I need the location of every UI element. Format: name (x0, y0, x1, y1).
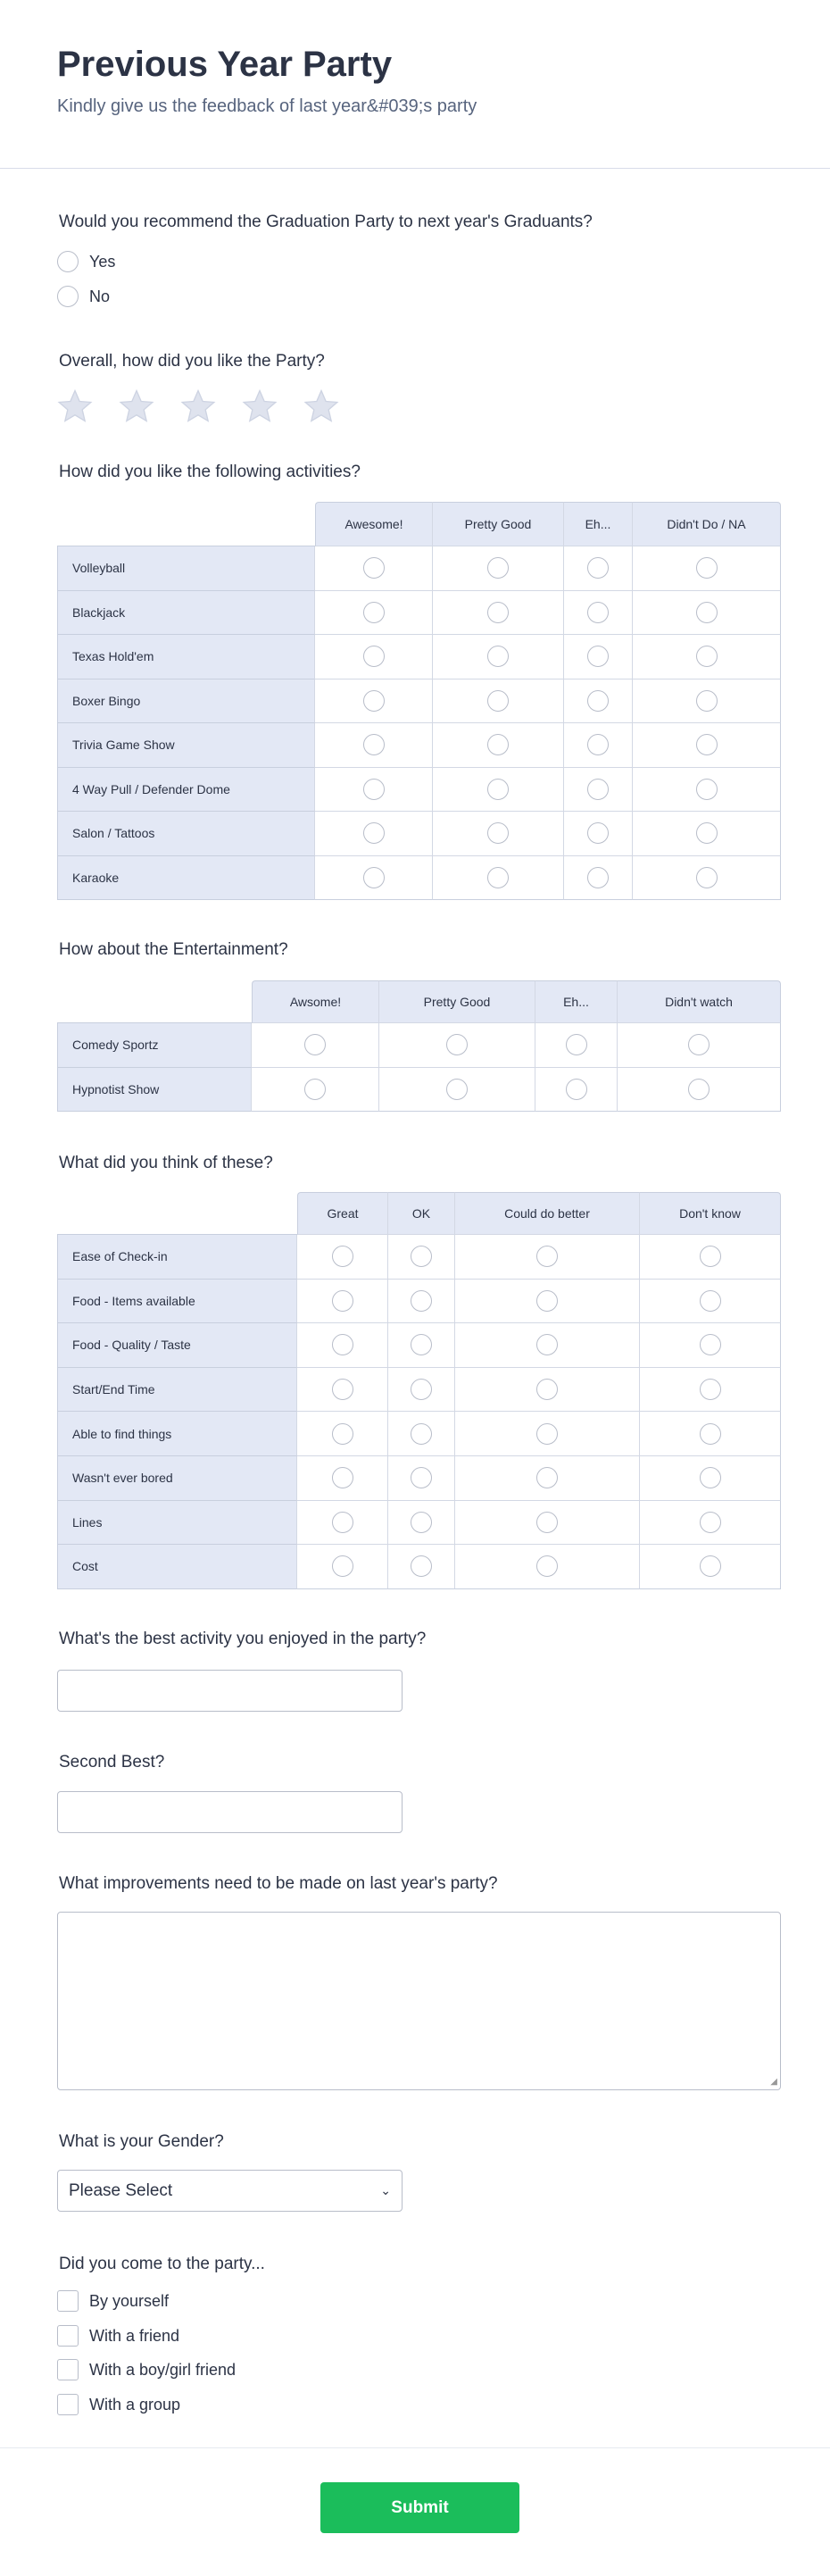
matrix-cell (640, 1456, 781, 1501)
option-label: By yourself (89, 2291, 170, 2310)
matrix-cell (564, 768, 633, 813)
matrix-cell (433, 723, 564, 768)
matrix-radio-button[interactable] (587, 646, 609, 667)
question-recommend-label: Would you recommend the Graduation Party to next year's Graduants? (59, 213, 593, 231)
matrix-row (57, 546, 781, 591)
option-label: Yes (89, 252, 116, 271)
matrix-radio-button[interactable] (411, 1334, 432, 1355)
matrix-column-header: Awsome! (252, 980, 379, 1023)
matrix-column-header: Great (297, 1192, 388, 1235)
matrix-cell (433, 635, 564, 679)
matrix-cell (564, 591, 633, 636)
matrix-radio-button[interactable] (587, 602, 609, 623)
matrix-radio-button[interactable] (700, 1246, 721, 1267)
checkbox-with-boy-girl-friend[interactable] (57, 2359, 236, 2380)
matrix-cell (433, 812, 564, 856)
matrix-cell (640, 1368, 781, 1413)
header-divider (0, 168, 830, 169)
matrix-cell (379, 1023, 535, 1068)
matrix-row-label: Boxer Bingo (57, 679, 315, 724)
matrix-cell (455, 1456, 640, 1501)
matrix-cell (640, 1501, 781, 1546)
matrix-cell (297, 1280, 388, 1324)
matrix-row (57, 812, 781, 856)
matrix-radio-button[interactable] (332, 1423, 353, 1445)
matrix-cell (433, 768, 564, 813)
matrix-column-header: Didn't watch (618, 980, 781, 1023)
matrix-cell (564, 812, 633, 856)
matrix-column-header: Awesome! (315, 502, 433, 546)
matrix-row-label: Able to find things (57, 1412, 297, 1456)
matrix-cell (618, 1023, 781, 1068)
matrix-cell (297, 1412, 388, 1456)
matrix-radio-button[interactable] (696, 646, 718, 667)
matrix-cell (633, 679, 781, 724)
matrix-cell (633, 723, 781, 768)
gender-select-value: Please Select (69, 2180, 173, 2200)
matrix-row-label: 4 Way Pull / Defender Dome (57, 768, 315, 813)
star-icon[interactable] (119, 388, 154, 424)
matrix-radio-button[interactable] (363, 602, 385, 623)
question-best-activity-label: What's the best activity you enjoyed in the party? (59, 1630, 427, 1648)
matrix-radio-button[interactable] (700, 1290, 721, 1312)
matrix-cell (315, 723, 433, 768)
matrix-cell (455, 1545, 640, 1589)
checkbox[interactable] (57, 2290, 79, 2312)
matrix-cell (315, 812, 433, 856)
matrix-radio-button[interactable] (363, 690, 385, 712)
matrix-cell (297, 1501, 388, 1546)
matrix-row (57, 1501, 781, 1546)
matrix-radio-button[interactable] (700, 1334, 721, 1355)
matrix-cell (315, 591, 433, 636)
matrix-radio-button[interactable] (487, 779, 509, 800)
matrix-radio-button[interactable] (700, 1467, 721, 1488)
matrix-cell (640, 1545, 781, 1589)
form-subtitle: Kindly give us the feedback of last year&#039;s party (57, 96, 477, 116)
star-rating[interactable] (57, 388, 339, 424)
matrix-cell (640, 1323, 781, 1368)
matrix-radio-button[interactable] (536, 1290, 558, 1312)
resize-handle-icon[interactable]: ◢ (770, 2077, 777, 2087)
option-label: With a boy/girl friend (89, 2360, 237, 2379)
matrix-cell (564, 679, 633, 724)
star-icon[interactable] (303, 388, 339, 424)
matrix-cell (640, 1235, 781, 1280)
matrix-cell (388, 1368, 455, 1413)
matrix-radio-button[interactable] (700, 1379, 721, 1400)
matrix-cell (433, 546, 564, 591)
matrix-radio-button[interactable] (700, 1423, 721, 1445)
matrix-radio-button[interactable] (587, 867, 609, 888)
matrix-cell (455, 1368, 640, 1413)
matrix-radio-button[interactable] (536, 1334, 558, 1355)
matrix-cell (633, 856, 781, 901)
matrix-row (57, 856, 781, 901)
matrix-cell (455, 1280, 640, 1324)
matrix-radio-button[interactable] (411, 1379, 432, 1400)
matrix-row-label: Volleyball (57, 546, 315, 591)
matrix-radio-button[interactable] (536, 1467, 558, 1488)
matrix-row (57, 1545, 781, 1589)
checkbox[interactable] (57, 2394, 79, 2415)
matrix-radio-button[interactable] (446, 1079, 468, 1100)
matrix-cell (297, 1545, 388, 1589)
matrix-cell (433, 856, 564, 901)
matrix-cell (297, 1323, 388, 1368)
matrix-row (57, 768, 781, 813)
matrix-cell (433, 679, 564, 724)
matrix-radio-button[interactable] (696, 734, 718, 755)
matrix-cell (455, 1412, 640, 1456)
matrix-radio-button[interactable] (536, 1555, 558, 1577)
matrix-radio-button[interactable] (304, 1079, 326, 1100)
matrix-row-label: Start/End Time (57, 1368, 297, 1413)
entertainment-matrix (57, 980, 781, 1112)
matrix-cell (315, 546, 433, 591)
matrix-corner (57, 1192, 297, 1235)
matrix-radio-button[interactable] (487, 867, 509, 888)
matrix-row (57, 1368, 781, 1413)
matrix-radio-button[interactable] (587, 822, 609, 844)
matrix-cell (315, 856, 433, 901)
matrix-cell (252, 1023, 379, 1068)
matrix-row (57, 679, 781, 724)
matrix-radio-button[interactable] (411, 1467, 432, 1488)
matrix-cell (455, 1235, 640, 1280)
matrix-cell (388, 1323, 455, 1368)
radio-option-no[interactable] (57, 286, 110, 307)
matrix-cell (315, 679, 433, 724)
submit-button[interactable]: Submit (320, 2482, 519, 2533)
matrix-cell (633, 546, 781, 591)
these-matrix (57, 1192, 781, 1589)
matrix-cell (455, 1323, 640, 1368)
matrix-column-header: Could do better (455, 1192, 640, 1235)
best-activity-input[interactable] (57, 1670, 403, 1712)
matrix-row-label: Cost (57, 1545, 297, 1589)
option-label: With a group (89, 2395, 181, 2413)
question-rating-label: Overall, how did you like the Party? (59, 352, 325, 371)
matrix-cell (633, 768, 781, 813)
question-these-label: What did you think of these? (59, 1154, 273, 1172)
matrix-row-label: Ease of Check-in (57, 1235, 297, 1280)
matrix-row-label: Trivia Game Show (57, 723, 315, 768)
chevron-down-icon: ⌄ (380, 2183, 391, 2197)
matrix-radio-button[interactable] (688, 1079, 710, 1100)
matrix-radio-button[interactable] (487, 822, 509, 844)
activities-matrix (57, 502, 781, 900)
question-second-best-label: Second Best? (59, 1753, 165, 1772)
matrix-radio-button[interactable] (332, 1555, 353, 1577)
matrix-cell (535, 1023, 618, 1068)
matrix-row-label: Blackjack (57, 591, 315, 636)
radio-button[interactable] (57, 286, 79, 307)
matrix-radio-button[interactable] (304, 1034, 326, 1055)
question-improvements-label: What improvements need to be made on last year's party? (59, 1874, 498, 1893)
matrix-column-header: Didn't Do / NA (633, 502, 781, 546)
matrix-radio-button[interactable] (536, 1379, 558, 1400)
matrix-corner (57, 502, 315, 546)
matrix-radio-button[interactable] (536, 1423, 558, 1445)
matrix-radio-button[interactable] (411, 1290, 432, 1312)
matrix-radio-button[interactable] (332, 1246, 353, 1267)
matrix-radio-button[interactable] (487, 602, 509, 623)
matrix-radio-button[interactable] (363, 822, 385, 844)
footer-divider (0, 2447, 830, 2448)
second-best-input[interactable] (57, 1791, 403, 1833)
matrix-radio-button[interactable] (411, 1246, 432, 1267)
matrix-column-header: Eh... (564, 502, 633, 546)
matrix-cell (633, 812, 781, 856)
matrix-cell (640, 1412, 781, 1456)
star-icon[interactable] (242, 388, 278, 424)
matrix-radio-button[interactable] (696, 602, 718, 623)
matrix-cell (315, 635, 433, 679)
matrix-row (57, 1280, 781, 1324)
checkbox[interactable] (57, 2359, 79, 2380)
question-company-label: Did you come to the party... (59, 2255, 265, 2273)
matrix-row (57, 591, 781, 636)
matrix-cell (564, 546, 633, 591)
matrix-radio-button[interactable] (566, 1079, 587, 1100)
matrix-row (57, 1456, 781, 1501)
matrix-radio-button[interactable] (363, 646, 385, 667)
question-entertainment-label: How about the Entertainment? (59, 940, 288, 959)
matrix-cell (618, 1068, 781, 1113)
option-label: No (89, 287, 111, 305)
matrix-cell (640, 1280, 781, 1324)
checkbox-by-yourself[interactable] (57, 2290, 169, 2312)
form-title: Previous Year Party (57, 45, 393, 84)
matrix-cell (633, 591, 781, 636)
checkbox-with-group[interactable] (57, 2394, 180, 2415)
matrix-radio-button[interactable] (332, 1379, 353, 1400)
question-activities-label: How did you like the following activities? (59, 463, 361, 481)
matrix-row (57, 1023, 781, 1068)
matrix-radio-button[interactable] (587, 557, 609, 579)
matrix-radio-button[interactable] (332, 1512, 353, 1533)
matrix-radio-button[interactable] (536, 1246, 558, 1267)
matrix-column-header: Eh... (535, 980, 618, 1023)
matrix-radio-button[interactable] (688, 1034, 710, 1055)
matrix-radio-button[interactable] (487, 646, 509, 667)
matrix-row-label: Lines (57, 1501, 297, 1546)
matrix-radio-button[interactable] (446, 1034, 468, 1055)
matrix-row (57, 1412, 781, 1456)
matrix-column-header: Pretty Good (433, 502, 564, 546)
matrix-row-label: Karaoke (57, 856, 315, 901)
matrix-column-header: Don't know (640, 1192, 781, 1235)
matrix-radio-button[interactable] (696, 822, 718, 844)
matrix-row (57, 635, 781, 679)
matrix-radio-button[interactable] (487, 690, 509, 712)
matrix-cell (388, 1456, 455, 1501)
matrix-row-label: Comedy Sportz (57, 1023, 252, 1068)
matrix-radio-button[interactable] (487, 734, 509, 755)
matrix-cell (297, 1456, 388, 1501)
matrix-radio-button[interactable] (363, 867, 385, 888)
matrix-row (57, 723, 781, 768)
matrix-cell (379, 1068, 535, 1113)
matrix-row-label: Wasn't ever bored (57, 1456, 297, 1501)
matrix-radio-button[interactable] (536, 1512, 558, 1533)
matrix-radio-button[interactable] (363, 557, 385, 579)
gender-select[interactable] (57, 2170, 403, 2212)
matrix-cell (455, 1501, 640, 1546)
matrix-radio-button[interactable] (363, 734, 385, 755)
matrix-radio-button[interactable] (411, 1512, 432, 1533)
matrix-cell (388, 1235, 455, 1280)
matrix-cell (388, 1412, 455, 1456)
matrix-row-label: Salon / Tattoos (57, 812, 315, 856)
matrix-cell (297, 1235, 388, 1280)
star-icon[interactable] (57, 388, 93, 424)
checkbox-with-friend[interactable] (57, 2325, 179, 2347)
matrix-radio-button[interactable] (411, 1555, 432, 1577)
matrix-cell (388, 1501, 455, 1546)
matrix-column-header: Pretty Good (379, 980, 535, 1023)
matrix-radio-button[interactable] (411, 1423, 432, 1445)
matrix-corner (57, 980, 252, 1023)
matrix-radio-button[interactable] (696, 690, 718, 712)
matrix-radio-button[interactable] (487, 557, 509, 579)
improvements-textarea[interactable] (57, 1912, 781, 2090)
matrix-cell (315, 768, 433, 813)
matrix-radio-button[interactable] (332, 1467, 353, 1488)
matrix-radio-button[interactable] (696, 867, 718, 888)
matrix-cell (388, 1545, 455, 1589)
question-gender-label: What is your Gender? (59, 2132, 224, 2151)
matrix-cell (564, 635, 633, 679)
matrix-radio-button[interactable] (700, 1512, 721, 1533)
matrix-cell (535, 1068, 618, 1113)
star-icon[interactable] (180, 388, 216, 424)
matrix-cell (297, 1368, 388, 1413)
radio-option-yes[interactable] (57, 251, 115, 272)
option-label: With a friend (89, 2326, 180, 2345)
matrix-radio-button[interactable] (587, 779, 609, 800)
matrix-cell (433, 591, 564, 636)
matrix-cell (564, 723, 633, 768)
matrix-cell (388, 1280, 455, 1324)
matrix-radio-button[interactable] (332, 1334, 353, 1355)
matrix-column-header: OK (388, 1192, 455, 1235)
matrix-radio-button[interactable] (696, 557, 718, 579)
matrix-cell (633, 635, 781, 679)
matrix-radio-button[interactable] (696, 779, 718, 800)
matrix-cell (252, 1068, 379, 1113)
matrix-row (57, 1235, 781, 1280)
matrix-radio-button[interactable] (587, 734, 609, 755)
matrix-row-label: Hypnotist Show (57, 1068, 252, 1113)
matrix-radio-button[interactable] (566, 1034, 587, 1055)
matrix-row-label: Texas Hold'em (57, 635, 315, 679)
matrix-cell (564, 856, 633, 901)
matrix-row (57, 1068, 781, 1113)
checkbox[interactable] (57, 2325, 79, 2347)
matrix-radio-button[interactable] (700, 1555, 721, 1577)
matrix-radio-button[interactable] (587, 690, 609, 712)
matrix-row (57, 1323, 781, 1368)
matrix-radio-button[interactable] (332, 1290, 353, 1312)
radio-button[interactable] (57, 251, 79, 272)
matrix-radio-button[interactable] (363, 779, 385, 800)
matrix-row-label: Food - Items available (57, 1280, 297, 1324)
matrix-row-label: Food - Quality / Taste (57, 1323, 297, 1368)
